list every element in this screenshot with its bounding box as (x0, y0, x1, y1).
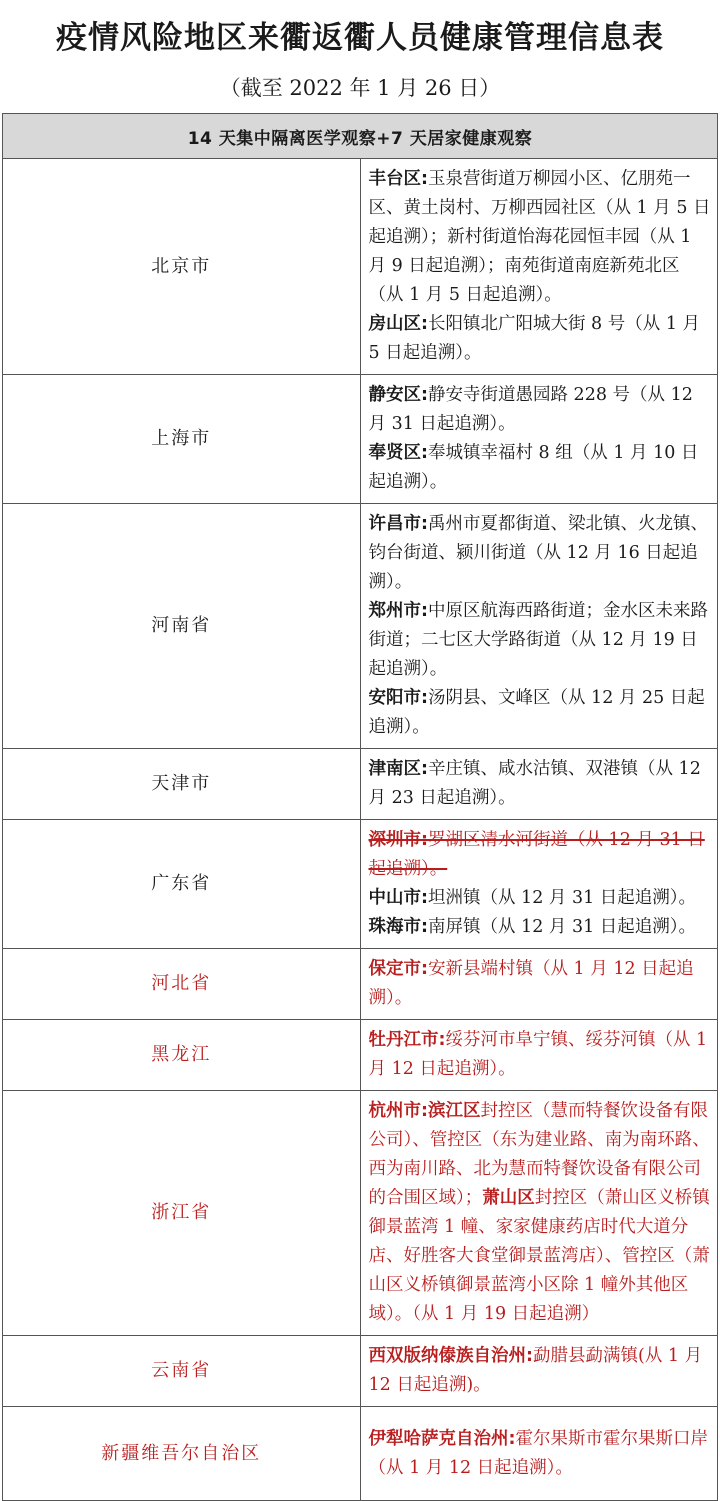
list-item (369, 381, 712, 439)
area-text: 绥芬河市阜宁镇、绥芬河镇（从 1 月 12 日起追溯）。 (368, 1030, 708, 1079)
region-cell: 新疆维吾尔自治区 (3, 1407, 361, 1501)
list-item (369, 597, 712, 684)
page-title: 疫情风险地区来衢返衢人员健康管理信息表 (56, 20, 664, 56)
list-item (369, 684, 712, 742)
city-name: 郑州市: (368, 601, 428, 621)
page-subtitle: （截至 2022 年 1 月 26 日） (219, 76, 501, 100)
table-row (3, 159, 718, 375)
city-name: 牡丹江市: (368, 1030, 446, 1050)
area-text: 奉城镇幸福村 8 组（从 1 月 10 日起追溯）。 (368, 443, 699, 492)
list-item (369, 1342, 712, 1400)
city-name: 丰台区: (368, 169, 428, 189)
city-name: 奉贤区: (368, 443, 428, 463)
city-name: 许昌市: (368, 514, 428, 534)
area-text: 玉泉营街道万柳园小区、亿朋苑一区、黄土岗村、万柳西园社区（从 1 月 5 日起追溯）；新村街道怡海花园恒丰园（从 1 月 9 日起追溯）；南苑街道南庭新苑北区（从 1 月 5 日起追溯）。 (368, 169, 711, 305)
area-text: 勐腊县勐满镇(从 1 月 12 日起追溯)。 (368, 1346, 703, 1395)
area-text: 禹州市夏都街道、梁北镇、火龙镇、钧台街道、颍川街道（从 12 月 16 日起追溯）。 (368, 514, 708, 592)
city-name: 津南区: (368, 759, 428, 779)
list-item (369, 439, 712, 497)
city-name: 保定市: (368, 959, 428, 979)
region-cell: 浙江省 (3, 1091, 361, 1336)
content-cell (360, 1091, 718, 1336)
table-row (3, 749, 718, 820)
city-name: 伊犁哈萨克自治州: (368, 1428, 516, 1449)
list-item (369, 310, 712, 368)
city-name: 静安区: (368, 385, 428, 405)
list-item (369, 913, 712, 942)
area-text: 安新县端村镇（从 1 月 12 日起追溯）。 (368, 959, 694, 1008)
area-text: 封控区（慧而特餐饮设备有限公司）、管控区（东为建业路、南为南环路、西为南川路、北为慧而特餐饮设备有限公司的合围区域）； (368, 1101, 710, 1208)
list-item (369, 1425, 712, 1483)
area-text: 霍尔果斯市霍尔果斯口岸（从 1 月 12 日起追溯）。 (368, 1428, 708, 1478)
table-row (3, 820, 718, 949)
city-name: 中山市: (368, 888, 428, 908)
content-cell (360, 375, 718, 504)
region-cell: 上海市 (3, 375, 361, 504)
content-cell (360, 159, 718, 375)
table-row (3, 1020, 718, 1091)
table-row (3, 1407, 718, 1501)
area-text: 坦洲镇（从 12 月 31 日起追溯）。 (428, 888, 697, 908)
table-header-row (3, 114, 718, 159)
area-text: 辛庄镇、咸水沽镇、双港镇（从 12 月 23 日起追溯）。 (368, 759, 701, 808)
risk-area-table (2, 113, 718, 1501)
table-row (3, 504, 718, 749)
city-name: 房山区: (368, 314, 428, 334)
area-text: 静安寺街道愚园路 228 号（从 12 月 31 日起追溯）。 (368, 385, 693, 434)
area-text: 汤阴县、文峰区（从 12 月 25 日起追溯）。 (368, 688, 705, 737)
list-item (369, 510, 712, 597)
table-row (3, 375, 718, 504)
district-name: 萧山区 (482, 1188, 535, 1208)
table-row (3, 949, 718, 1020)
area-text: 封控区（萧山区义桥镇御景蓝湾 1 幢、家家健康药店时代大道分店、好胜客大食堂御景蓝湾店）、管控区（萧山区义桥镇御景蓝湾小区除 1 幢外其他区域）。（从 1 月 19 日起追溯） (368, 1188, 710, 1324)
content-cell (360, 1336, 718, 1407)
area-text: 中原区航海西路街道；金水区未来路街道；二七区大学路街道（从 12 月 19 日起追溯）。 (368, 601, 708, 679)
list-item (369, 955, 712, 1013)
city-name: 珠海市: (368, 917, 428, 937)
content-cell (360, 820, 718, 949)
region-cell: 云南省 (3, 1336, 361, 1407)
table-row (3, 1336, 718, 1407)
list-item-struck (369, 826, 712, 884)
city-name: 西双版纳傣族自治州: (368, 1346, 533, 1366)
content-cell (360, 1407, 718, 1501)
region-cell: 河北省 (3, 949, 361, 1020)
region-cell: 河南省 (3, 504, 361, 749)
table-header: 14 天集中隔离医学观察+7 天居家健康观察 (3, 114, 718, 159)
area-text: 长阳镇北广阳城大街 8 号（从 1 月 5 日起追溯）。 (368, 314, 701, 363)
district-name: 滨江区 (428, 1101, 481, 1121)
city-name: 杭州市: (368, 1101, 428, 1121)
content-cell (360, 749, 718, 820)
city-name: 安阳市: (368, 688, 428, 708)
region-cell: 北京市 (3, 159, 361, 375)
list-item (369, 1026, 712, 1084)
list-item (369, 755, 712, 813)
list-item (369, 884, 712, 913)
region-cell: 广东省 (3, 820, 361, 949)
content-cell (360, 504, 718, 749)
table-row (3, 1091, 718, 1336)
region-cell: 黑龙江 (3, 1020, 361, 1091)
list-item (369, 165, 712, 310)
content-cell (360, 949, 718, 1020)
area-text: 罗湖区清水河街道（从 12 月 31 日起追溯）。 (368, 830, 705, 879)
list-item (369, 1097, 712, 1329)
region-cell: 天津市 (3, 749, 361, 820)
content-cell (360, 1020, 718, 1091)
city-name: 深圳市: (368, 830, 428, 850)
area-text: 南屏镇（从 12 月 31 日起追溯）。 (428, 917, 697, 937)
